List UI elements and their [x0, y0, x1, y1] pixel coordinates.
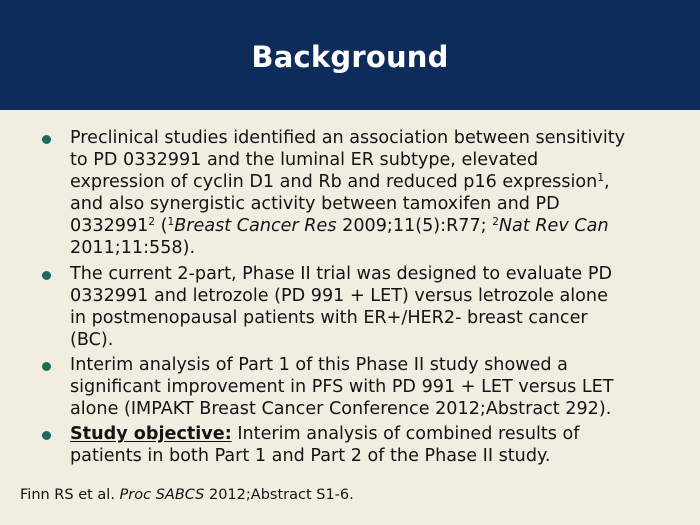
journal-name: Nat Rev Can [498, 216, 609, 237]
slide-citation [20, 486, 354, 504]
bullet-line-text: ( [155, 216, 168, 237]
bullet-line: in postmenopausal patients with ER+/HER2- breast cancer [70, 307, 588, 328]
bullet-line [70, 215, 660, 237]
bullet-line: Preclinical studies identified an association between sensitivity [70, 128, 626, 148]
bullet-item-preclinical [40, 127, 660, 260]
bullet-line [70, 423, 660, 445]
bullet-dot-icon [42, 431, 51, 440]
bullet-line: 2011;11:558). [70, 238, 196, 259]
bullet-line: Interim analysis of Part 1 of this Phase II study showed a [70, 354, 568, 375]
bullet-line: patients in both Part 1 and Part 2 of the Phase II study. [70, 446, 551, 467]
study-objective-label: Study objective: [70, 424, 232, 445]
bullet-line: alone (IMPAKT Breast Cancer Conference 2012;Abstract 292). [70, 399, 612, 420]
reference-superscript: 1 [597, 172, 605, 185]
punctuation: , [604, 172, 610, 193]
bullet-line-text: 0332991 [70, 216, 149, 237]
reference-superscript: 2 [148, 216, 156, 229]
bullet-dot-icon [42, 135, 51, 144]
bullet-dot-icon [42, 362, 51, 371]
journal-name: Breast Cancer Res [174, 216, 337, 237]
citation-authors: Finn RS et al. [20, 487, 120, 503]
bullet-line: 0332991 and letrozole (PD 991 + LET) versus letrozole alone [70, 285, 608, 306]
bullet-line: and also synergistic activity between tamoxifen and PD [70, 194, 560, 215]
bullet-list [40, 127, 660, 470]
bullet-item-trial-design [40, 263, 660, 351]
title-bar [0, 0, 700, 110]
bullet-text [70, 263, 660, 351]
bullet-line-text: Interim analysis of combined results of [231, 424, 580, 445]
bullet-text [70, 423, 660, 467]
bullet-text [70, 127, 660, 260]
bullet-line: The current 2-part, Phase II trial was designed to evaluate PD [70, 263, 613, 284]
bullet-line [70, 171, 660, 193]
bullet-line: (BC). [70, 329, 114, 350]
citation-detail: 2012;Abstract S1-6. [204, 487, 354, 503]
bullet-item-interim-analysis [40, 354, 660, 420]
bullet-item-study-objective [40, 423, 660, 467]
bullet-line: significant improvement in PFS with PD 991 + LET versus LET [70, 377, 614, 398]
bullet-dot-icon [42, 271, 51, 280]
slide-title: Background [251, 40, 449, 74]
bullet-line-text: expression of cyclin D1 and Rb and reduced p16 expression [70, 172, 598, 193]
citation-journal: Proc SABCS [119, 487, 205, 503]
reference-superscript: 1 [167, 216, 175, 229]
bullet-line: to PD 0332991 and the luminal ER subtype, elevated [70, 150, 539, 171]
reference-superscript: 2 [492, 216, 499, 229]
reference-detail: 2009;11(5):R77; [336, 216, 493, 237]
bullet-text [70, 354, 660, 420]
